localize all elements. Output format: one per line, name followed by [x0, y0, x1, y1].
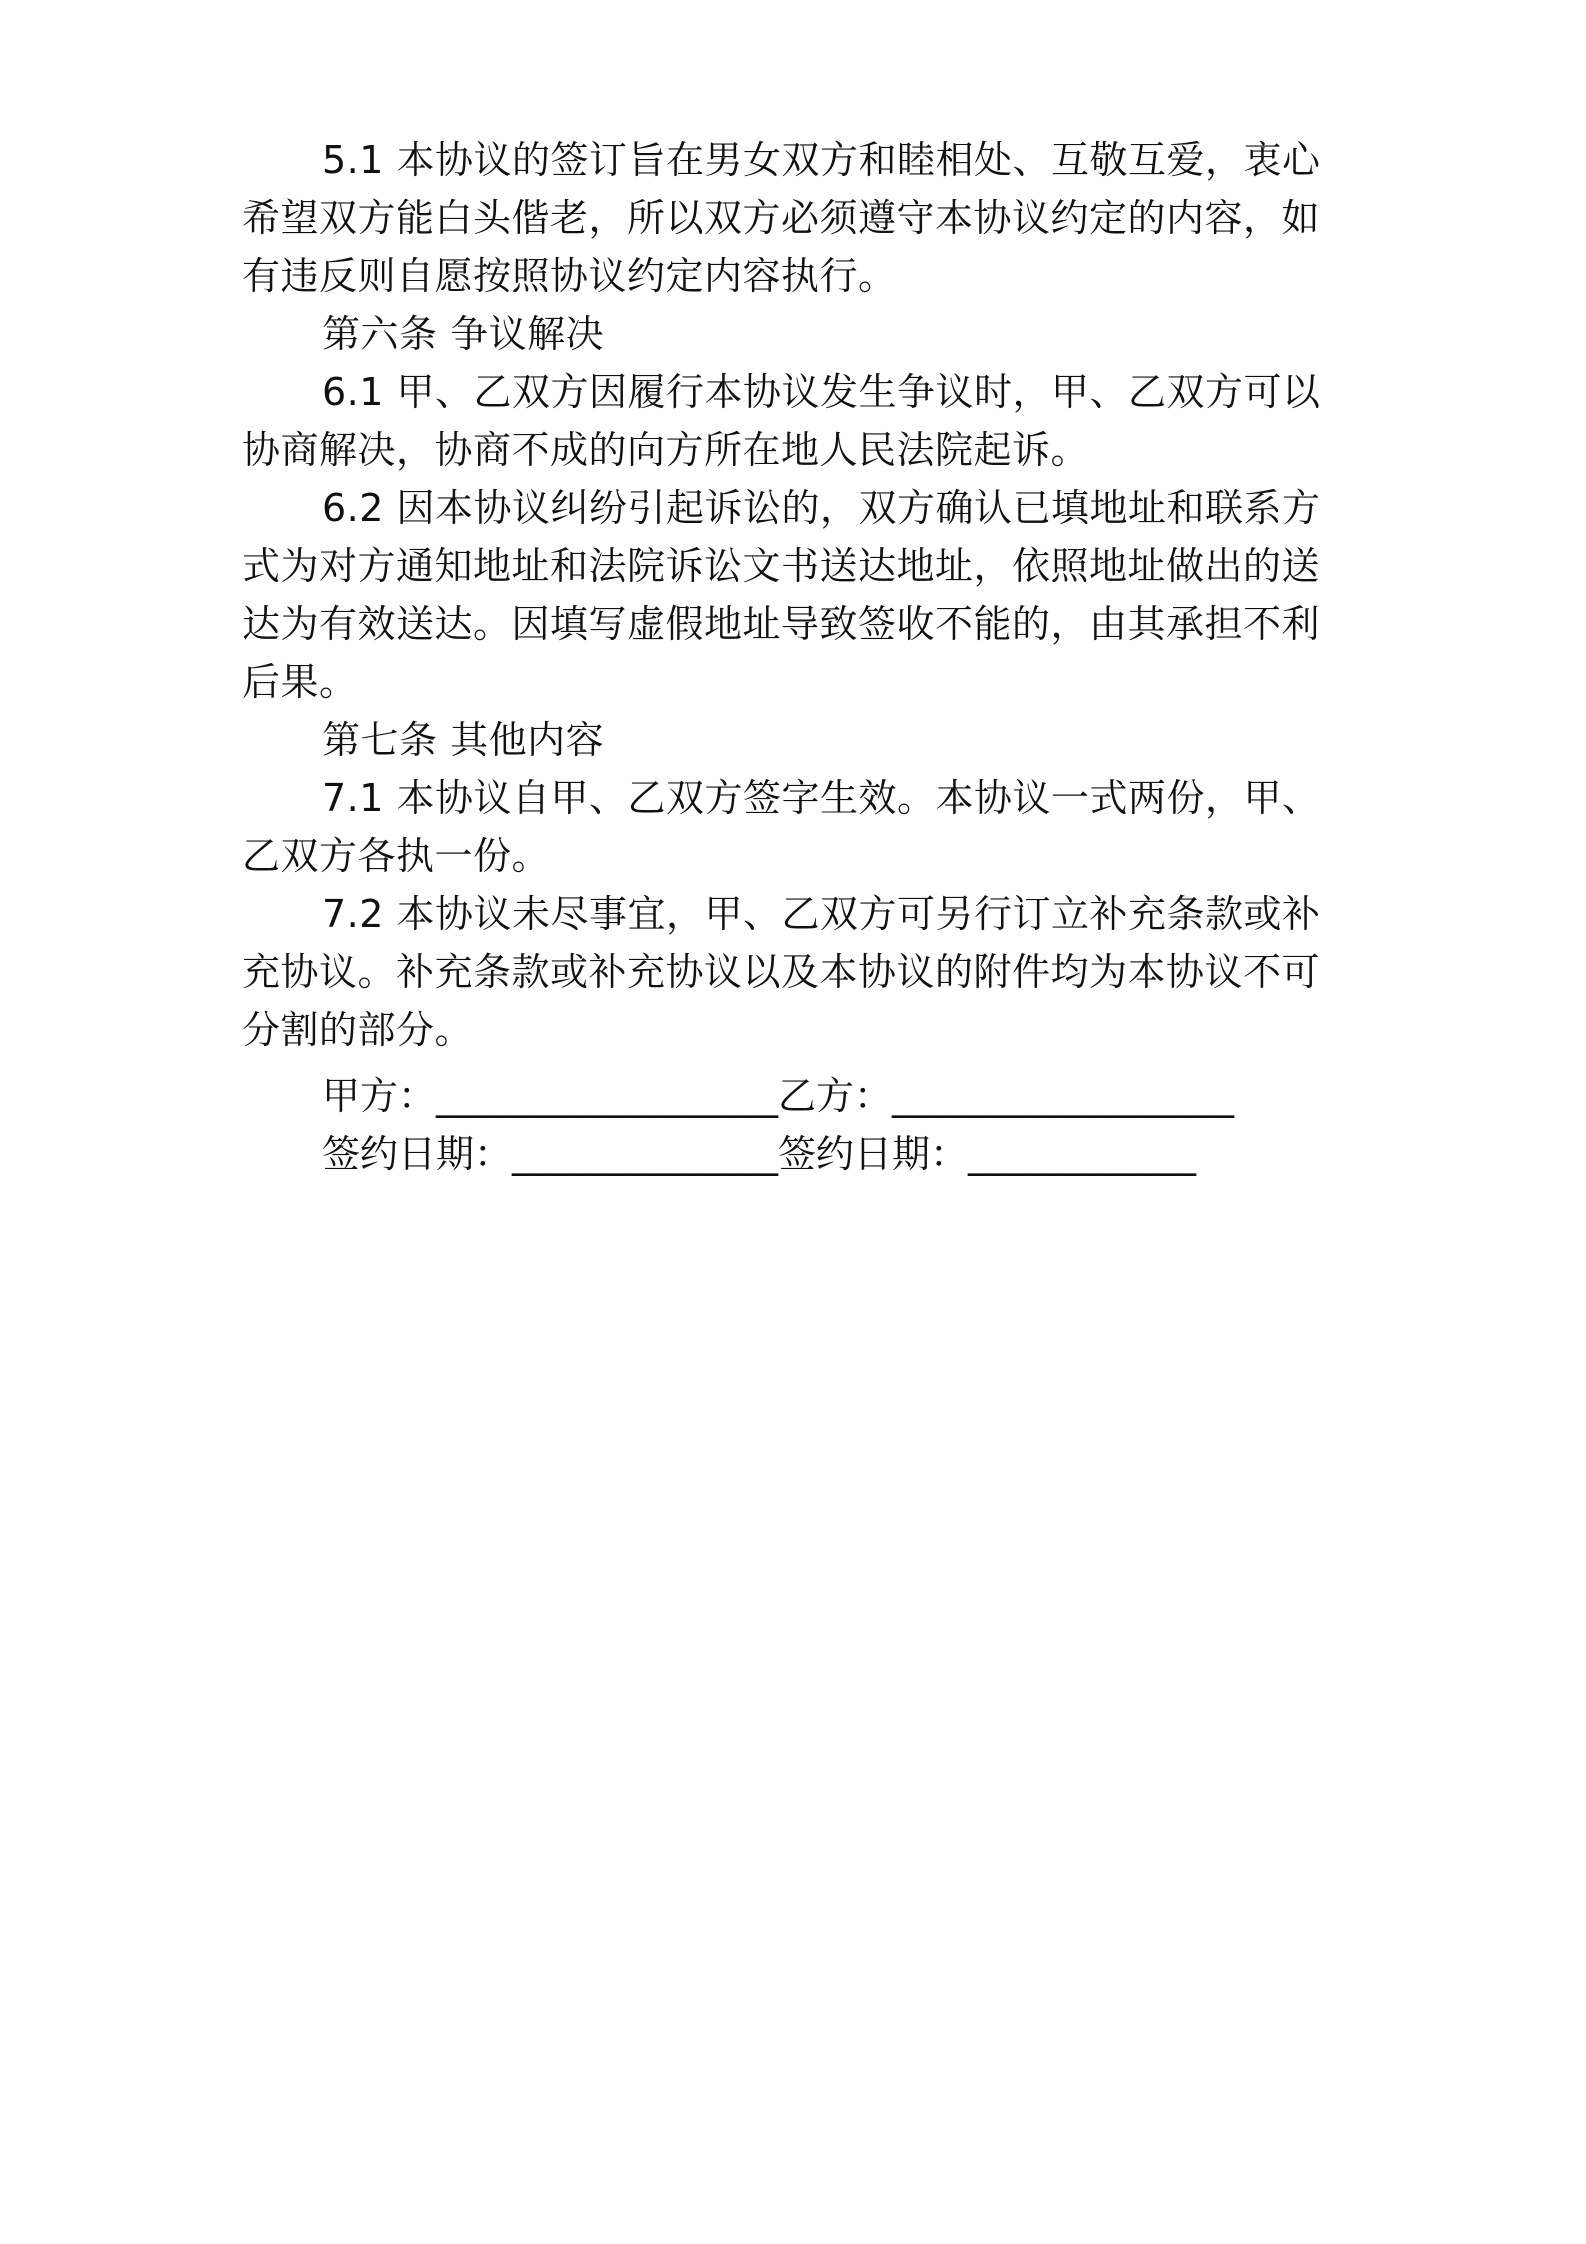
clause-7-2-line-3: 分割的部分。	[242, 1008, 474, 1052]
clause-6-1-line-1: 6.1 甲、乙双方因履行本协议发生争议时，甲、乙双方可以	[322, 370, 1321, 414]
clause-7-1-line-1: 7.1 本协议自甲、乙双方签字生效。本协议一式两份，甲、	[322, 776, 1321, 820]
clause-7-1-line-2: 乙双方各执一份。	[242, 834, 551, 878]
signature-date-line: 签约日期：______________签约日期：____________	[322, 1132, 1197, 1176]
clause-5-1-line-1: 5.1 本协议的签订旨在男女双方和睦相处、互敬互爱，衷心	[322, 138, 1321, 182]
clause-6-1-line-2: 协商解决，协商不成的向方所在地人民法院起诉。	[242, 428, 1090, 472]
article-6-heading: 第六条 争议解决	[322, 312, 605, 356]
clause-6-2-line-3: 达为有效送达。因填写虚假地址导致签收不能的，由其承担不利	[242, 602, 1321, 646]
clause-6-2-line-2: 式为对方通知地址和法院诉讼文书送达地址，依照地址做出的送	[242, 544, 1321, 588]
clause-7-2-line-2: 充协议。补充条款或补充协议以及本协议的附件均为本协议不可	[242, 950, 1321, 994]
clause-5-1-line-3: 有违反则自愿按照协议约定内容执行。	[242, 254, 897, 298]
clause-6-2-line-1: 6.2 因本协议纠纷引起诉讼的，双方确认已填地址和联系方	[322, 486, 1321, 530]
clause-5-1-line-2: 希望双方能白头偕老，所以双方必须遵守本协议约定的内容，如	[242, 196, 1321, 240]
clause-7-2-line-1: 7.2 本协议未尽事宜，甲、乙双方可另行订立补充条款或补	[322, 892, 1321, 936]
article-7-heading: 第七条 其他内容	[322, 718, 605, 762]
signature-party-line: 甲方：__________________乙方：__________________	[322, 1074, 1235, 1118]
clause-6-2-line-4: 后果。	[242, 660, 358, 704]
